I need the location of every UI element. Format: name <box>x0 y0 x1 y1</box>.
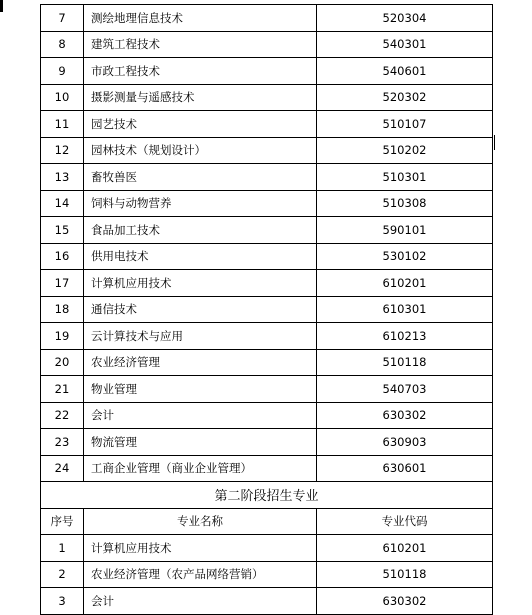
row-name: 农业经济管理（农产品网络营销） <box>91 567 264 582</box>
table-row <box>41 376 493 403</box>
row-name: 园林技术（规划设计） <box>91 143 206 158</box>
row-index: 23 <box>41 429 84 456</box>
row-index: 2 <box>41 561 84 588</box>
row-code: 510308 <box>317 190 493 217</box>
table-row <box>41 296 493 323</box>
table-row <box>41 349 493 376</box>
row-index: 15 <box>41 217 84 244</box>
row-code: 610201 <box>317 270 493 297</box>
row-name: 会计 <box>91 593 114 608</box>
section-title-row <box>41 482 493 509</box>
header-name: 专业名称 <box>84 508 317 535</box>
row-index: 16 <box>41 243 84 270</box>
header-row <box>41 508 493 535</box>
row-code: 630903 <box>317 429 493 456</box>
row-name-cell <box>84 111 317 138</box>
table-row <box>41 243 493 270</box>
section-title: 第二阶段招生专业 <box>41 482 493 509</box>
row-index: 10 <box>41 84 84 111</box>
row-index: 9 <box>41 58 84 85</box>
table-row <box>41 5 493 32</box>
row-name-cell <box>84 402 317 429</box>
row-code: 610213 <box>317 323 493 350</box>
row-index: 7 <box>41 5 84 32</box>
row-name-cell <box>84 58 317 85</box>
table-row <box>41 84 493 111</box>
row-name-cell <box>84 588 317 615</box>
row-code: 510301 <box>317 164 493 191</box>
row-name-cell <box>84 137 317 164</box>
row-name-cell <box>84 455 317 482</box>
row-name-cell <box>84 217 317 244</box>
table-row <box>41 217 493 244</box>
row-name-cell <box>84 270 317 297</box>
row-name: 畜牧兽医 <box>91 169 137 184</box>
row-code: 540703 <box>317 376 493 403</box>
row-index: 13 <box>41 164 84 191</box>
row-name-cell <box>84 84 317 111</box>
row-code: 540601 <box>317 58 493 85</box>
table-row <box>41 111 493 138</box>
row-name-cell <box>84 535 317 562</box>
section2-body <box>41 535 493 615</box>
row-code: 630302 <box>317 402 493 429</box>
row-name: 计算机应用技术 <box>91 275 172 290</box>
row-index: 22 <box>41 402 84 429</box>
table-row <box>41 31 493 58</box>
row-code: 610301 <box>317 296 493 323</box>
row-index: 17 <box>41 270 84 297</box>
row-code: 510107 <box>317 111 493 138</box>
row-index: 1 <box>41 535 84 562</box>
row-name-cell <box>84 190 317 217</box>
row-code: 520304 <box>317 5 493 32</box>
major-table <box>40 4 493 615</box>
row-code: 630601 <box>317 455 493 482</box>
row-name: 物业管理 <box>91 381 137 396</box>
text-cursor <box>494 135 495 150</box>
row-name-cell <box>84 323 317 350</box>
row-code: 510118 <box>317 561 493 588</box>
row-name-cell <box>84 429 317 456</box>
row-name: 供用电技术 <box>91 249 149 264</box>
row-code: 540301 <box>317 31 493 58</box>
header-code: 专业代码 <box>317 508 493 535</box>
row-code: 530102 <box>317 243 493 270</box>
row-name: 会计 <box>91 408 114 423</box>
row-index: 14 <box>41 190 84 217</box>
table-row <box>41 455 493 482</box>
row-name: 测绘地理信息技术 <box>91 10 183 25</box>
row-name-cell <box>84 31 317 58</box>
row-name-cell <box>84 296 317 323</box>
row-index: 21 <box>41 376 84 403</box>
row-code: 630302 <box>317 588 493 615</box>
row-name: 建筑工程技术 <box>91 37 160 52</box>
table-row <box>41 588 493 615</box>
row-name-cell <box>84 164 317 191</box>
row-name: 云计算技术与应用 <box>91 328 183 343</box>
row-name: 园艺技术 <box>91 116 137 131</box>
row-index: 18 <box>41 296 84 323</box>
table-row <box>41 164 493 191</box>
section2-title-body <box>41 482 493 535</box>
row-code: 610201 <box>317 535 493 562</box>
row-index: 8 <box>41 31 84 58</box>
row-name: 物流管理 <box>91 434 137 449</box>
row-name-cell <box>84 349 317 376</box>
table-row <box>41 190 493 217</box>
table-row <box>41 535 493 562</box>
table-row <box>41 323 493 350</box>
row-name: 市政工程技术 <box>91 63 160 78</box>
row-name: 计算机应用技术 <box>91 540 172 555</box>
row-name: 工商企业管理（商业企业管理） <box>91 461 252 476</box>
table-row <box>41 58 493 85</box>
row-code: 520302 <box>317 84 493 111</box>
row-name: 通信技术 <box>91 302 137 317</box>
table-row <box>41 270 493 297</box>
row-name-cell <box>84 243 317 270</box>
row-code: 590101 <box>317 217 493 244</box>
row-name-cell <box>84 5 317 32</box>
row-index: 24 <box>41 455 84 482</box>
row-name: 农业经济管理 <box>91 355 160 370</box>
table-row <box>41 402 493 429</box>
row-index: 12 <box>41 137 84 164</box>
row-name-cell <box>84 376 317 403</box>
row-name: 饲料与动物营养 <box>91 196 172 211</box>
row-name: 食品加工技术 <box>91 222 160 237</box>
row-index: 3 <box>41 588 84 615</box>
edge-mark <box>0 0 3 12</box>
table-row <box>41 561 493 588</box>
row-index: 20 <box>41 349 84 376</box>
row-name-cell <box>84 561 317 588</box>
row-index: 11 <box>41 111 84 138</box>
row-index: 19 <box>41 323 84 350</box>
table-row <box>41 429 493 456</box>
section1-body <box>41 5 493 482</box>
row-code: 510202 <box>317 137 493 164</box>
row-code: 510118 <box>317 349 493 376</box>
row-name: 摄影测量与遥感技术 <box>91 90 195 105</box>
header-index: 序号 <box>41 508 84 535</box>
table-row <box>41 137 493 164</box>
